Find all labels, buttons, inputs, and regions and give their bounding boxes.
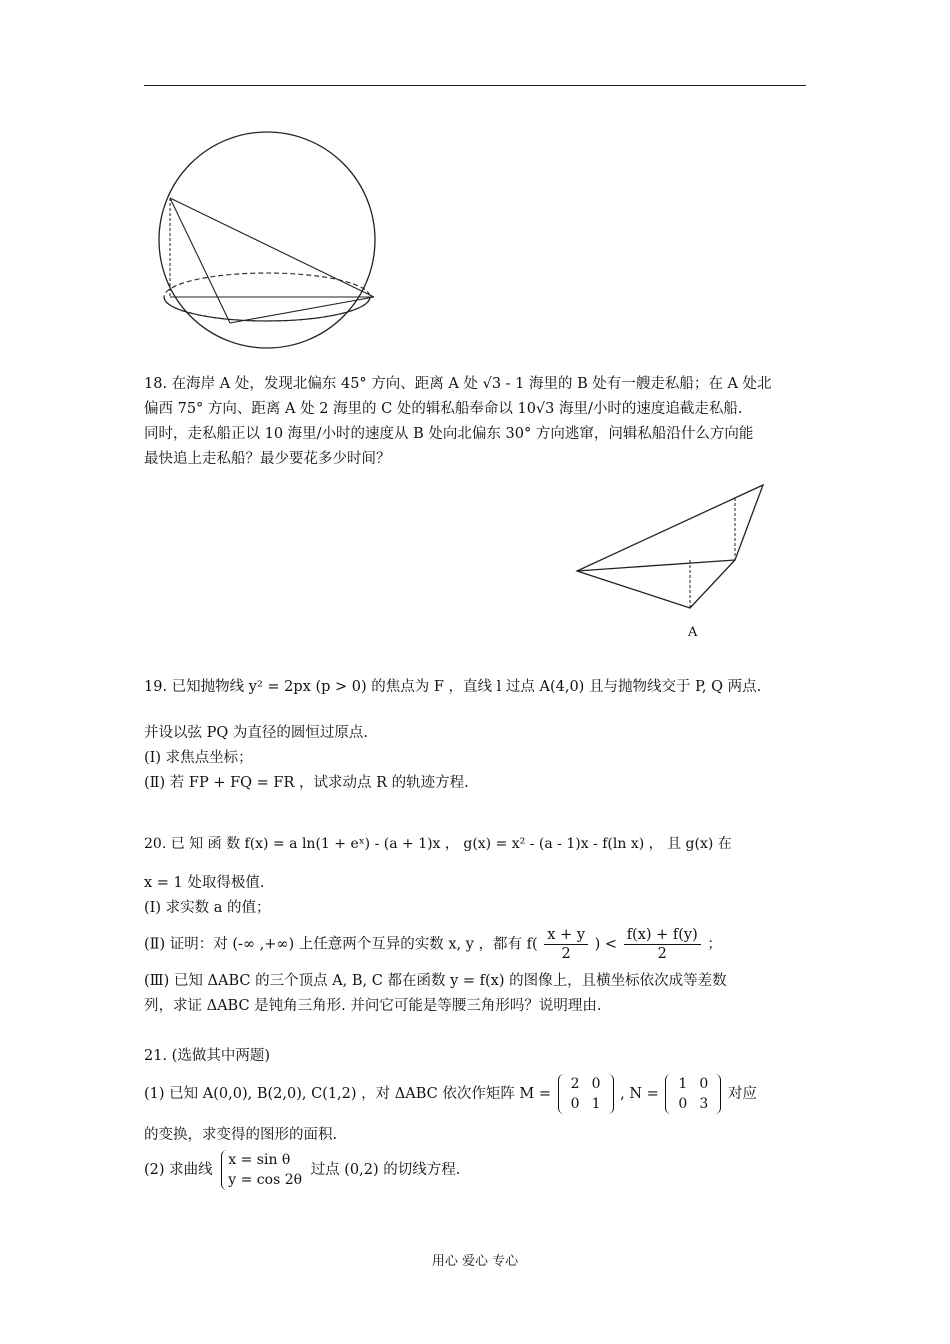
matrix-cell: 0 xyxy=(591,1076,601,1092)
matrix-cell: 0 xyxy=(699,1076,709,1092)
p21-q1-text: (1) 已知 A(0,0), B(2,0), C(1,2) ，对 ΔABC 依次作矩阵 M = xyxy=(144,1086,552,1102)
ship-figure xyxy=(570,480,770,620)
p21-q2 xyxy=(144,1150,460,1190)
p21-q1-mid: , N = xyxy=(620,1086,659,1102)
matrix-n xyxy=(665,1074,721,1114)
matrix-cell: 1 xyxy=(678,1076,688,1092)
matrix-cell: 3 xyxy=(699,1096,709,1112)
p19-part2: (Ⅱ) 若 FP + FQ = FR ，试求动点 R 的轨迹方程. xyxy=(144,775,469,791)
fraction-fx-plus-fy xyxy=(624,926,701,963)
p20-part2-end: ； xyxy=(707,936,722,953)
p19-part1: (Ⅰ) 求焦点坐标； xyxy=(144,750,253,766)
p20-line1: 20. 已 知 函 数 f(x) = a ln(1 + eˣ) - (a + 1)x ， g(x) = x² - (a - 1)x - f(ln x) ， 且 g(x) 在 xyxy=(144,836,732,852)
p21-q1-line2: 的变换，求变得的图形的面积. xyxy=(144,1127,338,1143)
matrix-cell: 2 xyxy=(570,1076,580,1092)
p21-q1 xyxy=(144,1074,757,1114)
p19-line2: 并设以弦 PQ 为直径的圆恒过原点. xyxy=(144,725,368,741)
p20-part1: (Ⅰ) 求实数 a 的值； xyxy=(144,900,271,916)
matrix-cell: 0 xyxy=(570,1096,580,1112)
page-footer: 用心 爱心 专心 xyxy=(431,1254,519,1269)
fraction-denominator: 2 xyxy=(561,946,571,962)
p20-part2-mid: ) < xyxy=(594,936,618,953)
p18-line4: 最快追上走私船？最少要花多少时间？ xyxy=(144,451,391,467)
matrix-cell: 1 xyxy=(591,1096,601,1112)
matrix-m xyxy=(558,1074,614,1114)
equation-x: x = sin θ xyxy=(228,1152,291,1168)
fraction-denominator: 2 xyxy=(657,946,667,962)
parametric-system xyxy=(221,1150,302,1190)
fraction-numerator: x + y xyxy=(544,926,588,945)
sphere-figure xyxy=(150,130,390,370)
p18-line1: 18. 在海岸 A 处，发现北偏东 45° 方向、距离 A 处 √3 - 1 海里的 B 处有一艘走私船；在 A 处北 xyxy=(144,376,772,392)
p20-part3-line2: 列，求证 ΔABC 是钝角三角形. 并问它可能是等腰三角形吗？说明理由. xyxy=(144,998,602,1014)
p20-part2-text: (Ⅱ) 证明：对 (-∞ ,+∞) 上任意两个互异的实数 x, y ，都有 f( xyxy=(144,936,538,953)
equation-y: y = cos 2θ xyxy=(228,1172,303,1188)
p21-q1-end: 对应 xyxy=(727,1086,757,1102)
p18-line2: 偏西 75° 方向、距离 A 处 2 海里的 C 处的辑私船奉命以 10√3 海里/小时的速度追截走私船. xyxy=(144,401,743,417)
p21-q2-end: 过点 (0,2) 的切线方程. xyxy=(310,1162,461,1178)
p19-line1: 19. 已知抛物线 y² = 2px (p > 0) 的焦点为 F ，直线 l 过点 A(4,0) 且与抛物线交于 P, Q 两点. xyxy=(144,679,762,695)
header-rule xyxy=(144,85,806,86)
matrix-cell: 0 xyxy=(678,1096,688,1112)
p21-q2-text: (2) 求曲线 xyxy=(144,1162,213,1178)
fraction-numerator: f(x) + f(y) xyxy=(624,926,701,945)
p20-line2: x = 1 处取得极值. xyxy=(144,875,265,891)
p20-part3-line1: (Ⅲ) 已知 ΔABC 的三个顶点 A, B, C 都在函数 y = f(x) 的图像上，且横坐标依次成等差数 xyxy=(144,973,727,989)
p18-line3: 同时，走私船正以 10 海里/小时的速度从 B 处向北偏东 30° 方向逃窜，问辑私船沿什么方向能 xyxy=(144,426,754,442)
p21-header: 21. (选做其中两题) xyxy=(144,1048,270,1064)
fraction-x-plus-y xyxy=(544,926,588,963)
figure-label-a: A xyxy=(688,625,698,640)
p20-part2 xyxy=(144,926,722,963)
